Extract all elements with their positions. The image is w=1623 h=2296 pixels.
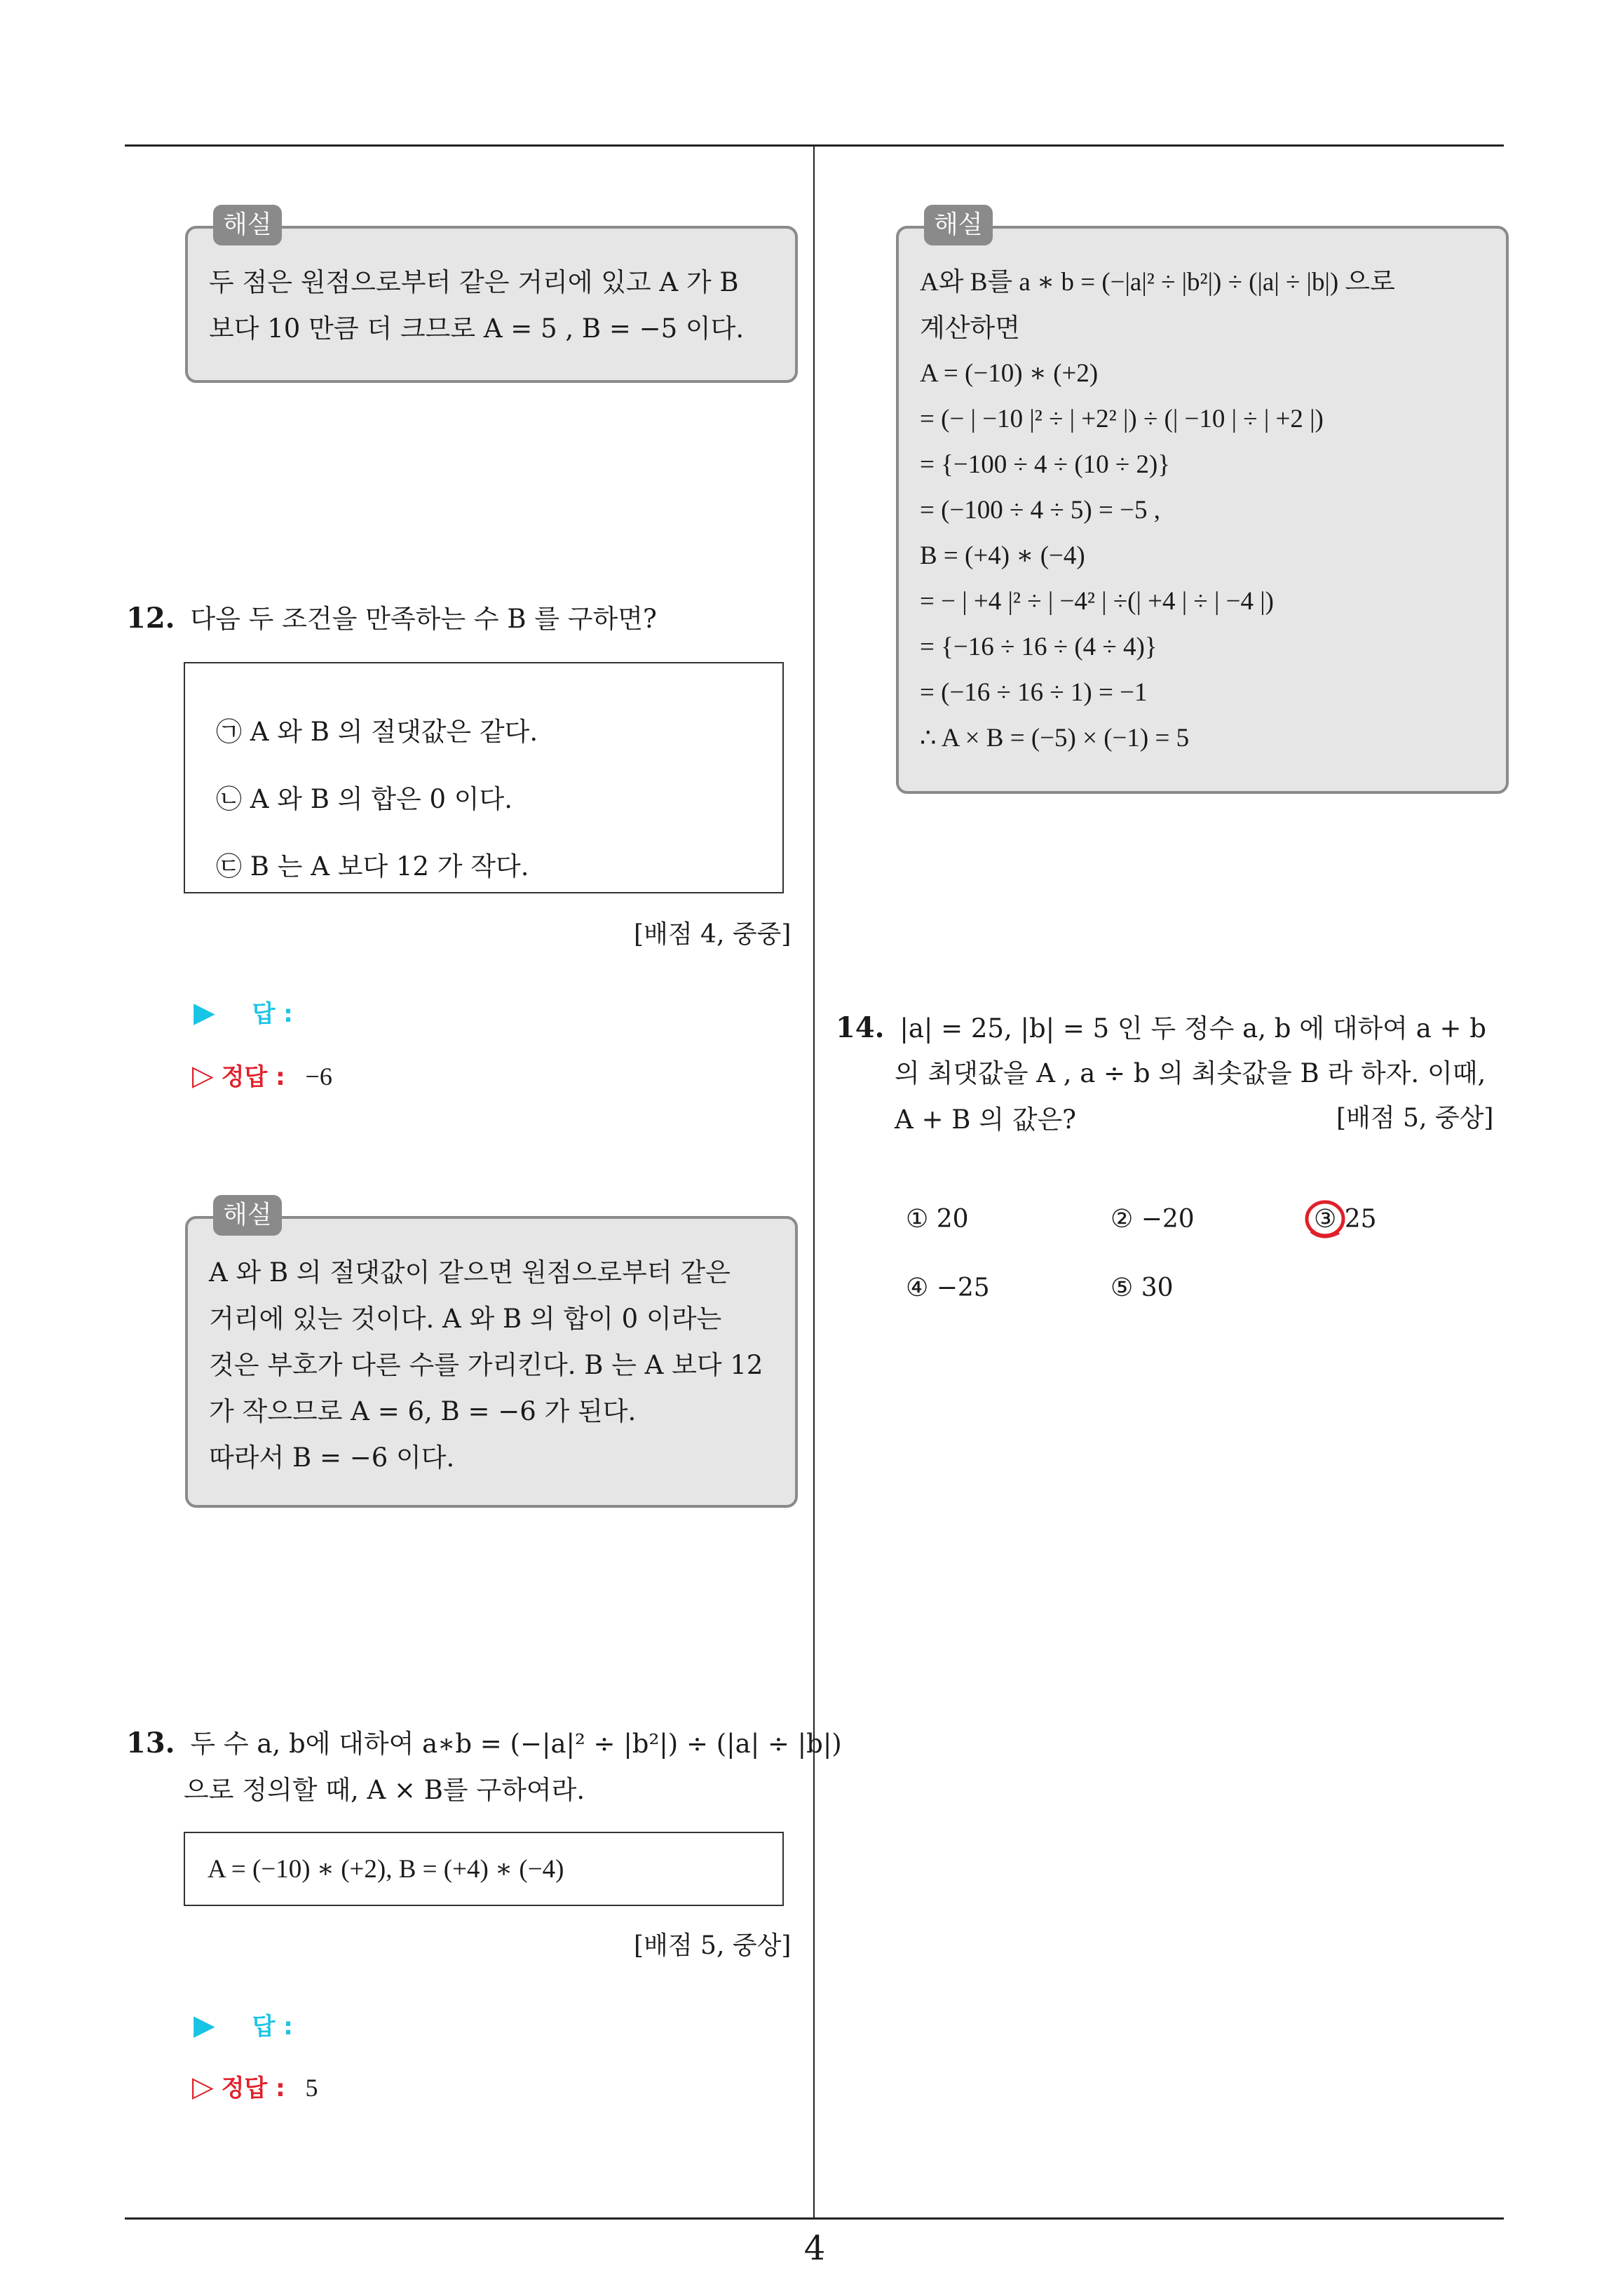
question-number: 13. <box>126 1727 175 1760</box>
correct-answer-row-q13 <box>192 2069 318 2103</box>
question-text-line2: 으로 정의할 때, A × B를 구하여라. <box>184 1775 585 1805</box>
explanation-line: 거리에 있는 것이다. A 와 B 의 합이 0 이라는 <box>209 1304 722 1334</box>
play-triangle-icon: ▶ <box>193 2009 215 2041</box>
column-divider <box>813 144 815 2219</box>
choice-2[interactable]: ② −20 <box>1111 1205 1195 1234</box>
outline-triangle-icon: ▷ <box>192 1060 214 1092</box>
answer-label: 답 : <box>252 2013 293 2041</box>
given-box <box>184 1832 784 1906</box>
play-triangle-icon: ▶ <box>193 997 215 1029</box>
explanation-tag: 해설 <box>213 1195 282 1236</box>
choice-5[interactable]: ⑤ 30 <box>1111 1274 1174 1302</box>
explanation-box-q11 <box>185 210 798 383</box>
correct-value: 5 <box>305 2074 318 2102</box>
explanation-line: = (−16 ÷ 16 ÷ 1) = −1 <box>920 678 1148 707</box>
explanation-line: A와 B를 a ∗ b = (−|a|² ÷ |b²|) ÷ (|a| ÷ |b|) 으로 <box>920 268 1395 297</box>
answer-label: 답 : <box>252 1000 293 1028</box>
question-13 <box>126 1722 842 1760</box>
question-text-line1: |a| = 25, |b| = 5 인 두 정수 a, b 에 대하여 a + b <box>899 1013 1486 1044</box>
explanation-line: 계산하면 <box>920 313 1020 343</box>
question-text-line3: A + B 의 값은? <box>895 1105 1077 1135</box>
answer-input-row-q13[interactable] <box>193 2007 293 2041</box>
explanation-line: A 와 B 의 절댓값이 같으면 원점으로부터 같은 <box>209 1257 731 1288</box>
condition-item: ㉢ B 는 A 보다 12 가 작다. <box>216 851 529 882</box>
explanation-line: = {−100 ÷ 4 ÷ (10 ÷ 2)} <box>920 450 1171 479</box>
conditions-box <box>184 662 784 893</box>
explanation-line: = − | +4 |² ÷ | −4² | ÷(| +4 | ÷ | −4 |) <box>920 587 1274 616</box>
explanation-line: ∴ A × B = (−5) × (−1) = 5 <box>920 724 1190 752</box>
explanation-tag: 해설 <box>924 205 993 245</box>
explanation-line: = (−100 ÷ 4 ÷ 5) = −5 , <box>920 496 1160 525</box>
question-text-line1: 두 수 a, b에 대하여 a∗b = (−|a|² ÷ |b²|) ÷ (|a| ÷ |b|) <box>190 1729 842 1759</box>
explanation-line: A = (−10) ∗ (+2) <box>920 359 1099 388</box>
explanation-line: 따라서 B = −6 이다. <box>209 1443 455 1473</box>
page-number: 4 <box>803 2229 826 2268</box>
correct-label: 정답 : <box>221 2074 285 2102</box>
explanation-box-q13 <box>896 210 1509 794</box>
outline-triangle-icon: ▷ <box>192 2071 214 2103</box>
condition-item: ㉠ A 와 B 의 절댓값은 같다. <box>216 717 538 747</box>
question-12 <box>126 597 657 635</box>
correct-value: −6 <box>305 1062 332 1090</box>
question-text: 다음 두 조건을 만족하는 수 B 를 구하면? <box>190 604 657 634</box>
condition-item: ㉡ A 와 B 의 합은 0 이다. <box>216 784 512 814</box>
question-text-line2: 의 최댓값을 A , a ÷ b 의 최솟값을 B 라 하자. 이때, <box>895 1058 1486 1088</box>
explanation-line: B = (+4) ∗ (−4) <box>920 541 1085 570</box>
choice-3-selected[interactable] <box>1314 1205 1377 1234</box>
choice-4[interactable]: ④ −25 <box>906 1274 990 1302</box>
explanation-line: 두 점은 원점으로부터 같은 거리에 있고 A 가 B <box>209 267 739 297</box>
explanation-box-q12 <box>185 1201 798 1508</box>
explanation-line: 보다 10 만큼 더 크므로 A = 5 , B = −5 이다. <box>209 313 745 344</box>
choice-3-label: ③ 25 <box>1314 1205 1377 1234</box>
bottom-rule <box>125 2217 1504 2220</box>
question-number: 12. <box>126 602 175 635</box>
explanation-line: = {−16 ÷ 16 ÷ (4 ÷ 4)} <box>920 633 1157 661</box>
given-expression: A = (−10) ∗ (+2), B = (+4) ∗ (−4) <box>208 1855 564 1884</box>
answer-input-row-q12[interactable] <box>193 994 293 1029</box>
question-14 <box>836 1007 1486 1045</box>
correct-label: 정답 : <box>221 1063 285 1091</box>
correct-answer-row-q12 <box>192 1058 332 1092</box>
explanation-line: = (− | −10 |² ÷ | +2² |) ÷ (| −10 | ÷ | +2 |) <box>920 405 1324 433</box>
question-number: 14. <box>836 1011 885 1044</box>
score-q14: [배점 5, 중상] <box>1336 1104 1494 1133</box>
score-q12: [배점 4, 중중] <box>634 920 792 949</box>
red-circle-mark-icon <box>1304 1196 1353 1245</box>
score-q13: [배점 5, 중상] <box>634 1931 792 1960</box>
explanation-line: 가 작으므로 A = 6, B = −6 가 된다. <box>209 1396 637 1426</box>
explanation-line: 것은 부호가 다른 수를 가리킨다. B 는 A 보다 12 <box>209 1350 763 1380</box>
choice-1[interactable]: ① 20 <box>906 1205 969 1234</box>
explanation-tag: 해설 <box>213 205 282 245</box>
